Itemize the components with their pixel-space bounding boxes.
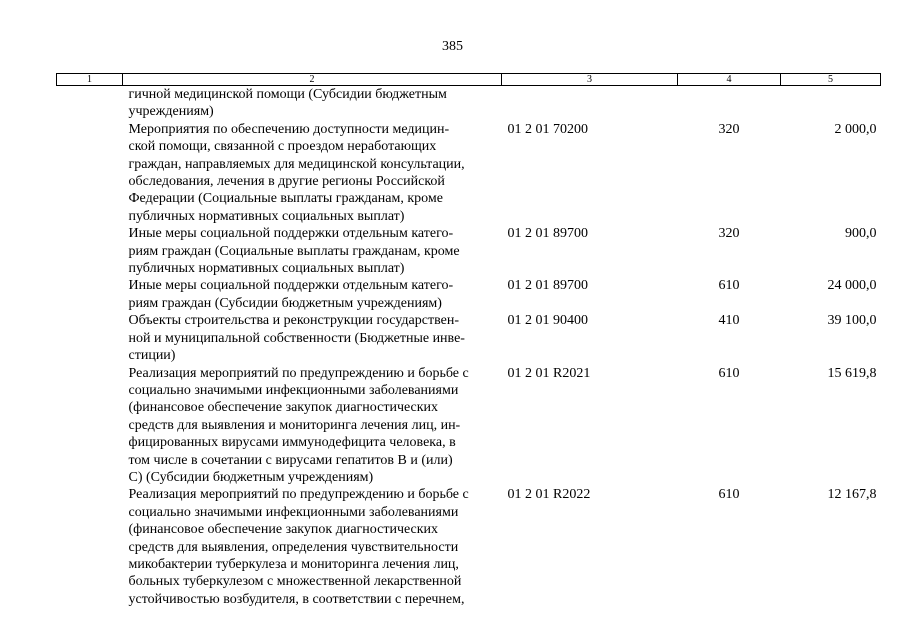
expense-name-line: граждан, направляемых для медицинской консультации, (128, 156, 465, 172)
amount-cell: 24 000,0 (827, 278, 877, 294)
expense-name-line: социально значимыми инфекционными заболеваниями (128, 504, 459, 520)
row-number-cell (57, 86, 123, 121)
expense-name-line: больных туберкулезом с множественной лекарственной (128, 574, 462, 590)
budget-table (56, 73, 881, 608)
amount-cell: 900,0 (845, 226, 877, 242)
table-row (57, 121, 881, 225)
expense-name-line: ской помощи, связанной с проездом неработающих (128, 139, 437, 155)
row-number-cell (57, 225, 123, 277)
target-code-cell: 01 2 01 89700 (507, 278, 588, 294)
header-col-1: 1 (57, 74, 123, 86)
target-code-cell (502, 86, 678, 121)
expense-name-line: риям граждан (Социальные выплаты гражданам, кроме (128, 243, 460, 259)
expense-name-line: социально значимыми инфекционными заболеваниями (128, 382, 459, 398)
expense-name-cell (123, 486, 502, 608)
expense-name-line: С) (Субсидии бюджетным учреждениям) (128, 469, 374, 485)
expense-name-cell (123, 365, 502, 487)
expense-name-line: Реализация мероприятий по предупреждению и борьбе с (128, 365, 469, 381)
expense-type-cell: 610 (718, 278, 740, 294)
expense-name-line: обследования, лечения в другие регионы Российской (128, 174, 445, 190)
expense-name-line: (финансовое обеспечение закупок диагностических (128, 400, 439, 416)
row-number-cell (57, 486, 123, 608)
table-body (57, 86, 881, 609)
target-code-cell: 01 2 01 70200 (507, 121, 588, 137)
expense-name-cell (123, 121, 502, 225)
header-col-2: 2 (123, 74, 502, 86)
expense-name-line: публичных нормативных социальных выплат) (128, 261, 405, 277)
row-number-cell (57, 121, 123, 225)
expense-name-line: Реализация мероприятий по предупреждению и борьбе с (128, 487, 469, 503)
expense-name-line: Иные меры социальной поддержки отдельным катего- (128, 278, 454, 294)
header-col-5: 5 (781, 74, 881, 86)
row-number-cell (57, 312, 123, 364)
expense-name-line: Иные меры социальной поддержки отдельным катего- (128, 226, 454, 242)
expense-type-cell: 610 (718, 487, 740, 503)
target-code-cell: 01 2 01 R2022 (507, 487, 591, 503)
expense-name-line: гичной медицинской помощи (Субсидии бюджетным (128, 87, 447, 102)
expense-name-line: Объекты строительства и реконструкции государствен- (128, 313, 459, 329)
target-code-cell: 01 2 01 R2021 (507, 365, 591, 381)
expense-type-cell: 410 (718, 313, 740, 329)
table-row (57, 312, 881, 364)
header-col-4: 4 (678, 74, 781, 86)
expense-name-line: фицированных вирусами иммунодефицита человека, в (128, 435, 456, 451)
expense-name-cell (123, 86, 502, 121)
expense-name-line: микобактерии туберкулеза и мониторинга лечения лиц, (128, 556, 459, 572)
expense-name-line: устойчивостью возбудителя, в соответствии с перечнем, (128, 591, 465, 607)
expense-name-line: стиции) (128, 348, 176, 364)
table-row (57, 365, 881, 487)
expense-name-cell (123, 312, 502, 364)
row-number-cell (57, 365, 123, 487)
expense-name-line: Федерации (Социальные выплаты гражданам, кроме (128, 191, 443, 207)
amount-cell: 2 000,0 (834, 121, 877, 137)
page-number: 385 (442, 39, 463, 54)
table-row (57, 486, 881, 608)
expense-name-line: риям граждан (Субсидии бюджетным учреждениям) (128, 295, 442, 311)
expense-type-cell: 320 (718, 121, 740, 137)
expense-name-line: Мероприятия по обеспечению доступности медицин- (128, 121, 450, 137)
amount-cell: 39 100,0 (827, 313, 877, 329)
amount-cell: 15 619,8 (827, 365, 877, 381)
header-col-3: 3 (502, 74, 678, 86)
table-row (57, 86, 881, 121)
expense-name-line: публичных нормативных социальных выплат) (128, 208, 405, 224)
table-header (57, 74, 881, 86)
amount-cell: 12 167,8 (827, 487, 877, 503)
table-row (57, 225, 881, 277)
target-code-cell: 01 2 01 90400 (507, 313, 588, 329)
amount-cell (781, 86, 881, 121)
row-number-cell (57, 277, 123, 312)
expense-name-line: ной и муниципальной собственности (Бюджетные инве- (128, 330, 465, 346)
expense-type-cell: 320 (718, 226, 740, 242)
expense-name-line: учреждениям) (128, 104, 214, 120)
expense-name-cell (123, 225, 502, 277)
expense-name-line: (финансовое обеспечение закупок диагностических (128, 522, 439, 538)
expense-type-cell (678, 86, 781, 121)
expense-name-line: средств для выявления, определения чувствительности (128, 539, 459, 555)
table-row (57, 277, 881, 312)
expense-name-line: средств для выявления и мониторинга лечения лиц, ин- (128, 417, 461, 433)
expense-name-line: том числе в сочетании с вирусами гепатитов В и (или) (128, 452, 453, 468)
target-code-cell: 01 2 01 89700 (507, 226, 588, 242)
expense-name-cell (123, 277, 502, 312)
header-row (57, 74, 881, 86)
expense-type-cell: 610 (718, 365, 740, 381)
